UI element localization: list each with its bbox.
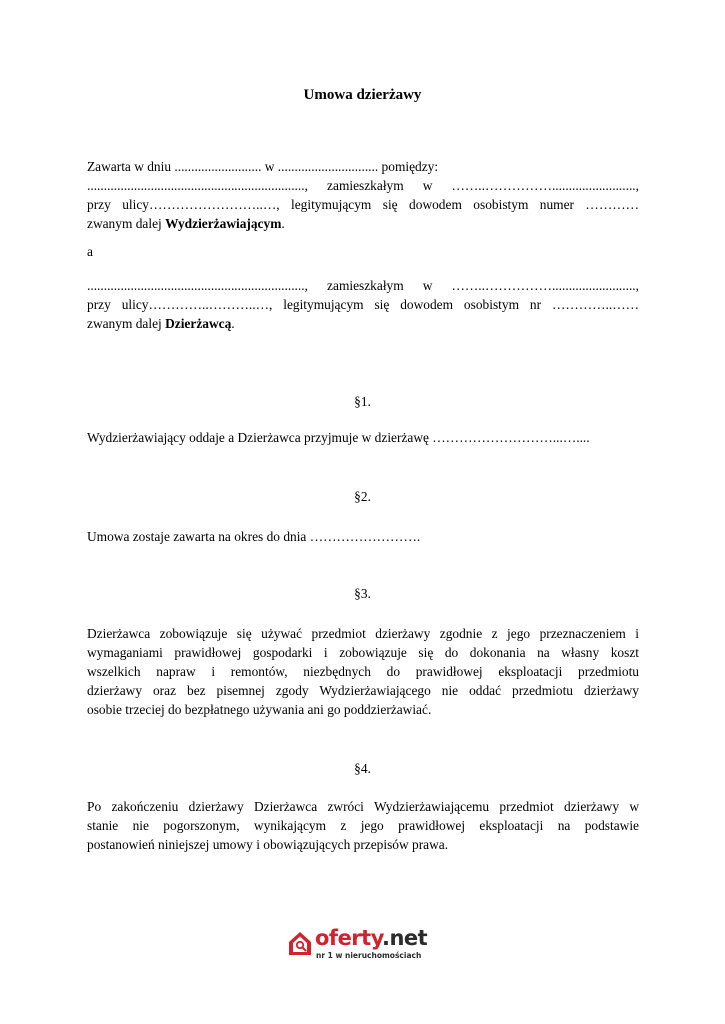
party1-line3: zwanym dalej Wydzierżawiającym. [87,216,285,231]
party2-role: Dzierżawcą [165,316,232,331]
document-title: Umowa dzierżawy [303,87,422,103]
section-4-line: postanowień niniejszej umowy i obowiązujących przepisów prawa. [87,837,449,852]
party1-role: Wydzierżawiającym [165,216,282,231]
section-2-sign: §2. [354,489,371,504]
section-3-line: Dzierżawca zobowiązuje się używać przedmiot dzierżawy zgodnie z jego przeznaczeniem i [87,626,639,641]
section-3-sign: §3. [354,586,371,601]
party2-line2: przy ulicy…………..………..…, legitymującym się dowodem osobistym nr …………..…… [87,297,639,312]
section-4-line: stanie nie pogorszonym, wynikającym z jego prawidłowej eksploatacji na podstawie [87,818,639,833]
section-3-line: wszelkich napraw i remontów, niezbędnych do prawidłowej eksploatacji przedmiotu [87,664,639,679]
section-1-sign: §1. [354,394,371,409]
logo-tagline: nr 1 w nieruchomościach [316,951,422,960]
party2-line1: ................................................................., zamieszkałym w ……..……………........................., [87,278,639,293]
section-2-body [87,527,639,546]
section-3-line: dzierżawy oraz bez pisemnej zgody Wydzierżawiającego nie oddać przedmiotu dzierżawy [87,683,639,698]
party2-line3: zwanym dalej Dzierżawcą. [87,316,235,331]
section-4-body [87,797,639,854]
section-3-line: osobie trzeciej do bezpłatnego używania ani go poddzierżawiać. [87,702,432,717]
conjunction: a [87,244,93,259]
section-1-line: Wydzierżawiający oddaje a Dzierżawca przyjmuje w dzierżawę ………………………...….... [87,430,590,445]
intro-line: Zawarta w dniu .......................... w .............................. pomiędzy: [87,159,439,174]
section-2-line: Umowa zostaje zawarta na okres do dnia ……………………. [87,529,421,544]
oferty-logo[interactable] [287,928,437,964]
house-icon [287,930,313,956]
party1-block [87,176,639,233]
party1-line1: ................................................................., zamieszkałym w ……..……………........................., [87,178,639,193]
section-4-line: Po zakończeniu dzierżawy Dzierżawca zwróci Wydzierżawiającemu przedmiot dzierżawy w [87,799,639,814]
section-4-sign: §4. [354,761,371,776]
section-3-body [87,624,639,719]
section-1-body [87,428,639,447]
logo-wordmark: oferty.net [315,926,428,950]
party2-block [87,276,639,333]
party1-line2: przy ulicy……………………..…, legitymującym się dowodem osobistym numer ………… [87,197,639,212]
section-3-line: wymaganiami prawidłowej gospodarki i zobowiązuje się do dokonania na własny koszt [87,645,639,660]
